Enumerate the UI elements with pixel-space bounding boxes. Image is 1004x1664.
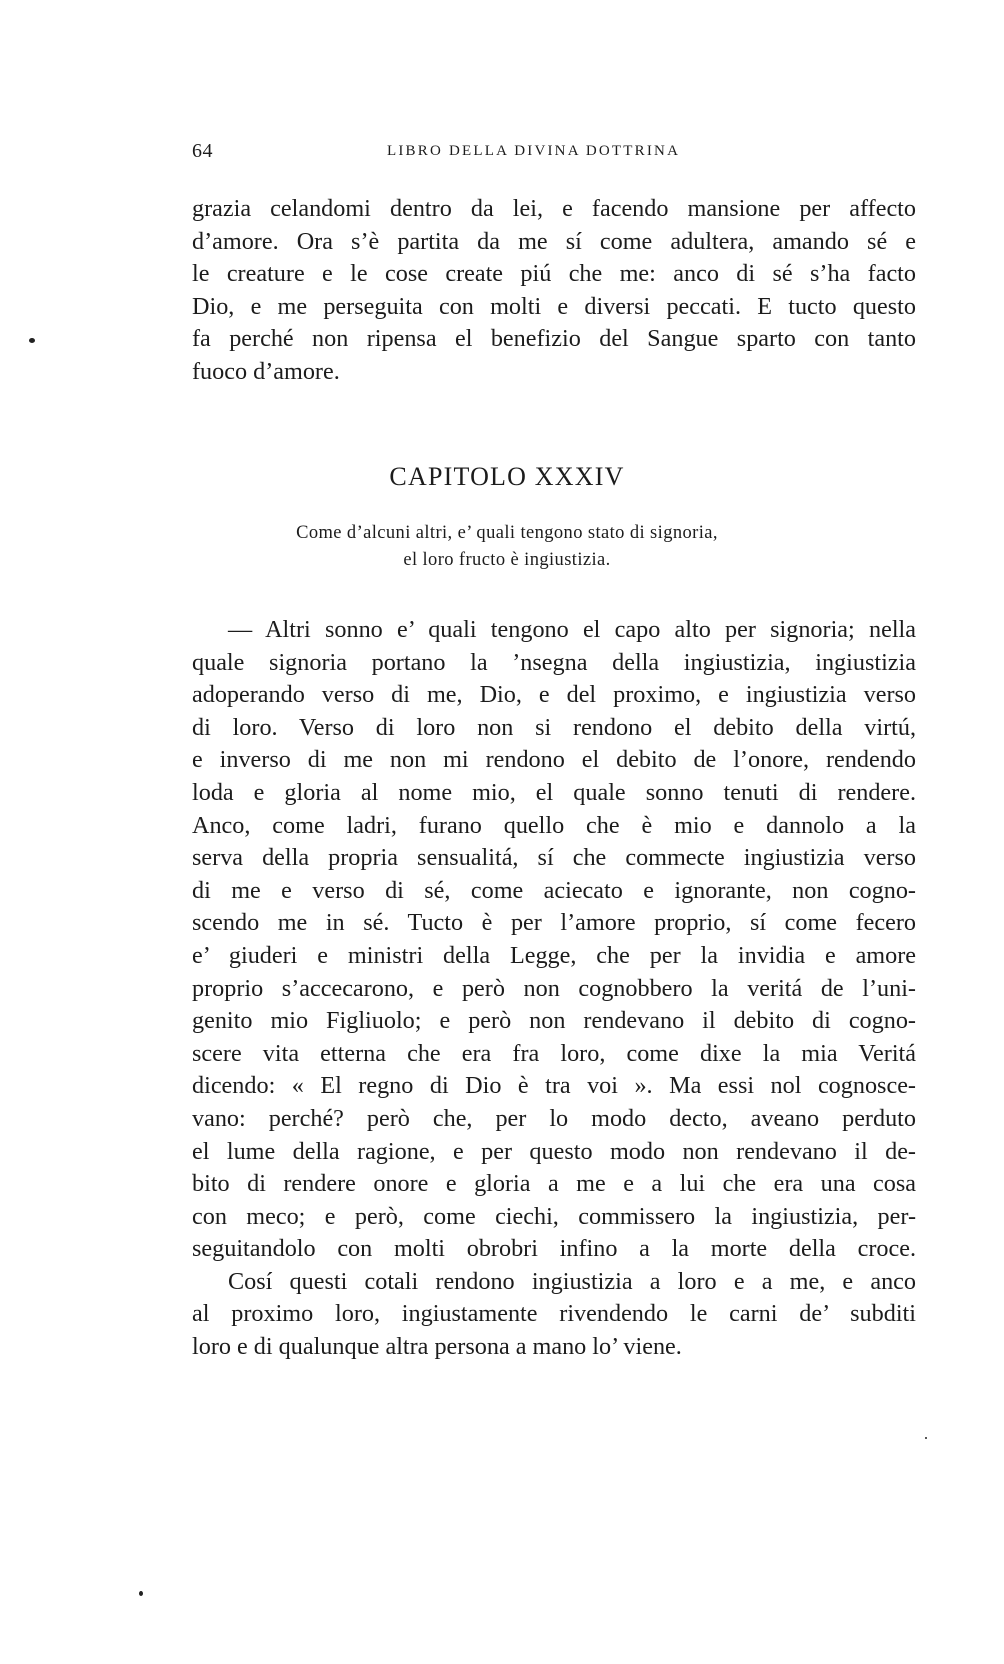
text-line: serva della propria sensualitá, sí che commecte ingiustizia verso bbox=[192, 844, 916, 872]
text-line: el lume della ragione, e per questo modo non rendevano il de- bbox=[192, 1137, 916, 1165]
chapter-title: CAPITOLO XXXIV bbox=[389, 462, 625, 491]
text-line: le creature e le cose create piú che me: anco di sé s’ha facto bbox=[192, 260, 916, 288]
text-line: Dio, e me perseguita con molti e diversi peccati. E tucto questo bbox=[192, 292, 916, 320]
text-line: bito di rendere onore e gloria a me e a lui che era una cosa bbox=[192, 1170, 916, 1198]
text-line: e’ giuderi e ministri della Legge, che per la invidia e amore bbox=[192, 941, 916, 969]
body-paragraph bbox=[192, 1266, 916, 1364]
text-line: seguitandolo con molti obrobri infino a la morte della croce. bbox=[192, 1235, 916, 1263]
text-line: scendo me in sé. Tucto è per l’amore proprio, sí come fecero bbox=[192, 909, 916, 937]
text-line: genito mio Figliuolo; e però non rendevano il debito di cogno- bbox=[192, 1007, 916, 1035]
text-line: di me e verso di sé, come aciecato e ignorante, non cogno- bbox=[192, 876, 916, 904]
text-line: fuoco d’amore. bbox=[192, 357, 340, 385]
text-line: al proximo loro, ingiustamente rivendendo le carni de’ subditi bbox=[192, 1300, 916, 1328]
text-line: dicendo: « El regno di Dio è tra voi ». Ma essi nol cognosce- bbox=[192, 1072, 916, 1100]
text-line: — Altri sonno e’ quali tengono el capo alto per signoria; nella bbox=[228, 616, 916, 643]
text-line: con meco; e però, come ciechi, commissero la ingiustizia, per- bbox=[192, 1202, 916, 1230]
chapter-body bbox=[192, 614, 916, 1364]
text-line: Cosí questi cotali rendono ingiustizia a loro e a me, e anco bbox=[228, 1267, 916, 1295]
margin-speck bbox=[29, 338, 35, 343]
text-line: adoperando verso di me, Dio, e del proximo, e ingiustizia verso bbox=[192, 681, 916, 709]
text-line: fa perché non ripensa el benefizio del Sangue sparto con tanto bbox=[192, 325, 916, 353]
top-paragraph bbox=[192, 193, 916, 389]
text-line: proprio s’accecarono, e però non cognobbero la veritá de l’uni- bbox=[192, 974, 916, 1002]
text-line: scere vita etterna che era fra loro, come dixe la mia Veritá bbox=[192, 1039, 916, 1067]
text-line: d’amore. Ora s’è partita da me sí come adultera, amando sé e bbox=[192, 227, 916, 255]
text-line: di loro. Verso di loro non si rendono el debito della virtú, bbox=[192, 713, 916, 741]
margin-speck bbox=[925, 1437, 927, 1439]
running-head bbox=[192, 140, 916, 168]
margin-speck bbox=[139, 1591, 143, 1596]
text-line: quale signoria portano la ’nsegna della ingiustizia, ingiustizia bbox=[192, 648, 916, 676]
body-paragraph bbox=[192, 614, 916, 1266]
text-line: vano: perché? però che, per lo modo decto, aveano perduto bbox=[192, 1104, 916, 1132]
text-line: loro e di qualunque altra persona a mano lo’ viene. bbox=[192, 1333, 682, 1361]
text-line: loda e gloria al nome mio, el quale sonno tenuti di rendere. bbox=[192, 778, 916, 806]
page-number: 64 bbox=[192, 140, 213, 162]
text-line: grazia celandomi dentro da lei, e facendo mansione per affecto bbox=[192, 195, 916, 222]
running-title: LIBRO DELLA DIVINA DOTTRINA bbox=[387, 143, 681, 159]
chapter-summary bbox=[0, 520, 1004, 574]
text-line: e inverso di me non mi rendono el debito de l’onore, rendendo bbox=[192, 746, 916, 774]
summary-line: Come d’alcuni altri, e’ quali tengono stato di signoria, bbox=[296, 523, 718, 543]
text-line: Anco, come ladri, furano quello che è mio e dannolo a la bbox=[192, 811, 916, 839]
summary-line: el loro fructo è ingiustizia. bbox=[403, 550, 611, 570]
